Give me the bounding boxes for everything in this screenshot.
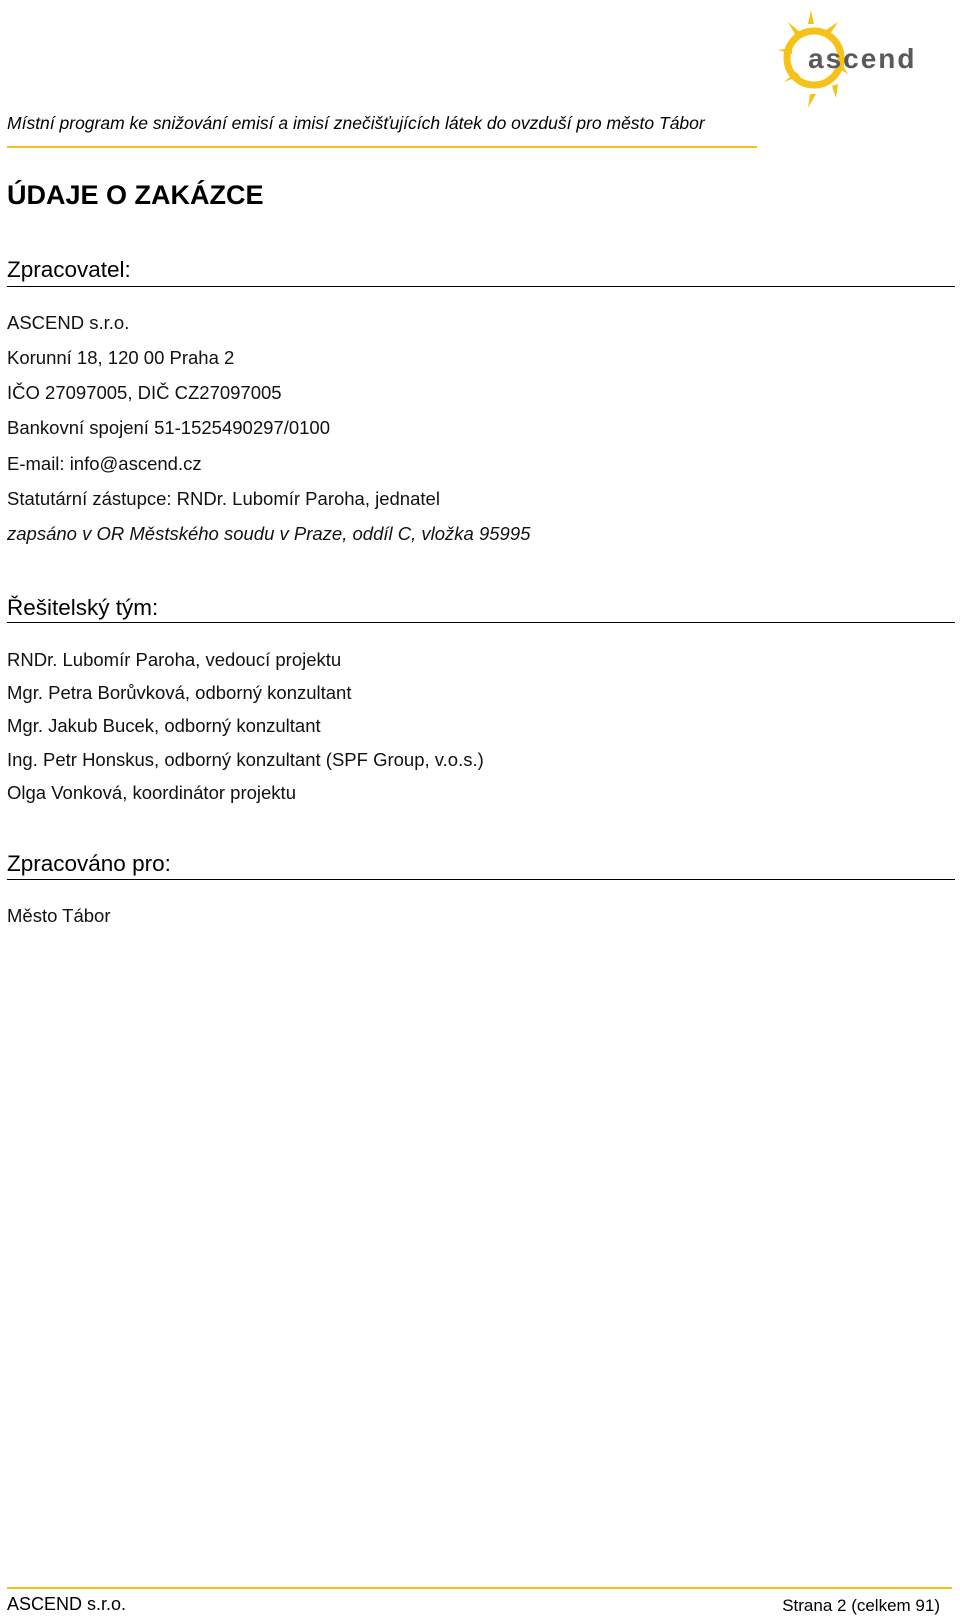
processor-representative: Statutární zástupce: RNDr. Lubomír Paroha, jednatel [7, 488, 440, 509]
logo-text: ascend [808, 43, 917, 74]
client-heading: Zpracováno pro: [7, 851, 171, 876]
team-member: Mgr. Petra Borůvková, odborný konzultant [7, 682, 352, 703]
team-heading: Řešitelský tým: [7, 595, 159, 620]
header-divider [7, 146, 757, 148]
team-member: Olga Vonková, koordinátor projektu [7, 782, 296, 803]
ascend-logo [778, 8, 958, 116]
processor-company: ASCEND s.r.o. [7, 312, 130, 333]
team-member: RNDr. Lubomír Paroha, vedoucí projektu [7, 649, 342, 670]
team-member: Ing. Petr Honskus, odborný konzultant (SPF Group, v.o.s.) [7, 749, 484, 770]
team-divider [7, 622, 955, 623]
team-member: Mgr. Jakub Bucek, odborný konzultant [7, 715, 321, 736]
processor-email: E-mail: info@ascend.cz [7, 453, 202, 474]
footer-divider [7, 1587, 952, 1589]
page-title: ÚDAJE O ZAKÁZCE [7, 180, 264, 210]
client-name: Město Tábor [7, 905, 111, 926]
processor-address: Korunní 18, 120 00 Praha 2 [7, 347, 235, 368]
processor-bank: Bankovní spojení 51-1525490297/0100 [7, 417, 330, 438]
client-divider [7, 879, 955, 880]
processor-heading: Zpracovatel: [7, 257, 131, 282]
processor-ids: IČO 27097005, DIČ CZ27097005 [7, 382, 282, 403]
document-subtitle: Místní program ke snižování emisí a imisí znečišťujících látek do ovzduší pro město Tábor [7, 113, 705, 133]
footer-company: ASCEND s.r.o. [7, 1594, 127, 1614]
processor-divider [7, 286, 955, 287]
processor-registration: zapsáno v OR Městského soudu v Praze, oddíl C, vložka 95995 [7, 523, 531, 544]
page-number: Strana 2 (celkem 91) [782, 1596, 940, 1615]
